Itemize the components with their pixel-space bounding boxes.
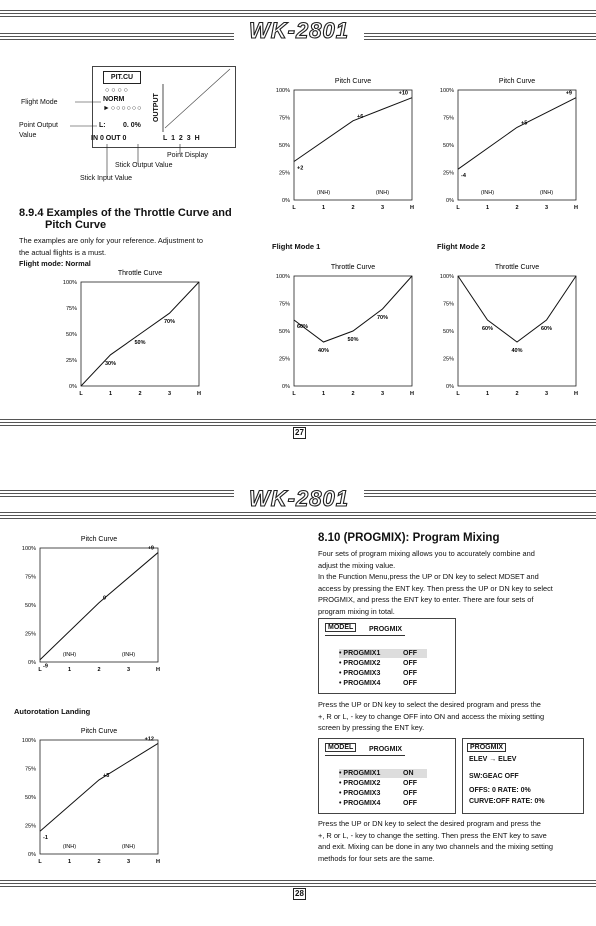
x-tick-label: 1: [321, 205, 326, 211]
label-point-output: Point Output: [19, 122, 58, 129]
y-tick-label: 0%: [446, 384, 454, 390]
data-label: +10: [398, 90, 408, 97]
x-tick-label: H: [574, 391, 578, 397]
progmix-row-name[interactable]: • PROGMIX4: [339, 680, 381, 687]
x-tick-label: 2: [515, 205, 519, 211]
flight-mode2-label: Flight Mode 2: [437, 242, 486, 251]
y-tick-label: 100%: [21, 738, 36, 744]
progmix-row-state: OFF: [403, 650, 417, 657]
lcd-bottom: IN 0 OUT 0: [91, 135, 127, 142]
plot-frame: [40, 545, 158, 662]
x-tick-label: L: [292, 391, 296, 397]
para-line: program mixing in total.: [318, 606, 395, 616]
y-tick-label: 75%: [442, 301, 454, 308]
x-tick-label: 1: [67, 667, 72, 673]
pitch-curve-chart-3: [14, 530, 164, 676]
y-tick-label: 25%: [24, 631, 36, 638]
data-label: 40%: [511, 348, 523, 354]
chart-title: Pitch Curve: [498, 78, 536, 85]
y-tick-label: 100%: [439, 88, 454, 94]
progmix-row-name[interactable]: • PROGMIX2: [339, 660, 381, 667]
x-tick-label: L: [79, 391, 83, 397]
inh-label: (INH): [316, 190, 331, 196]
lcd-norm: NORM: [103, 96, 125, 103]
x-tick-label: 3: [167, 391, 172, 397]
y-tick-label: 75%: [24, 574, 36, 581]
data-label: 70%: [163, 319, 176, 326]
x-tick-label: 3: [126, 667, 131, 673]
x-tick-label: 1: [485, 391, 490, 397]
progmix-row-name[interactable]: • PROGMIX1: [339, 770, 381, 777]
progmix-row-name[interactable]: • PROGMIX1: [339, 650, 381, 657]
data-label: +5: [103, 772, 110, 779]
y-tick-label: 50%: [24, 795, 36, 801]
y-tick-label: 25%: [65, 358, 77, 364]
header-rule: [0, 512, 596, 521]
curve-line: [40, 743, 158, 831]
data-label: 30%: [104, 360, 117, 367]
data-label: +2: [297, 165, 304, 172]
chart-title: Throttle Curve: [494, 264, 540, 271]
y-tick-label: 75%: [278, 115, 290, 122]
section-810-para3: [318, 818, 590, 864]
para-line: In the Function Menu,press the UP or DN key to select MDSET and: [318, 572, 539, 581]
progmix-row-state: OFF: [403, 790, 417, 797]
progmix-row-state: OFF: [403, 660, 417, 667]
lcd-title: PIT.CU: [103, 71, 141, 84]
data-label: 60%: [297, 324, 309, 330]
para-line: adjust the mixing value.: [318, 560, 396, 570]
progmix-menu-1: [318, 618, 456, 694]
chart-title: Throttle Curve: [330, 264, 376, 271]
tab-progmix: PROGMIX: [369, 626, 403, 633]
plot-frame: [294, 90, 412, 200]
y-tick-label: 25%: [24, 823, 36, 830]
y-tick-label: 50%: [278, 329, 290, 335]
x-tick-label: H: [574, 205, 578, 211]
lcd-output-label: OUTPUT: [153, 93, 160, 122]
x-tick-label: H: [410, 391, 414, 397]
data-label: -1: [43, 835, 48, 842]
x-tick-label: H: [197, 391, 201, 397]
para-line: and exit. Mixing can be done in any two channels and the mixing setting: [318, 842, 554, 851]
progmix-setting-screen: [462, 738, 584, 814]
para-line: screen by pressing the ENT key.: [318, 723, 425, 732]
data-label: +9: [147, 545, 154, 552]
data-label: 60%: [481, 326, 494, 332]
para-line: Press the UP or DN key to select the desired program and press the: [318, 819, 541, 828]
x-tick-label: H: [156, 667, 160, 673]
tab-progmix: PROGMIX: [467, 743, 506, 752]
x-tick-label: 1: [321, 391, 326, 397]
y-tick-label: 0%: [446, 198, 454, 204]
throttle-curve-chart-3: [432, 258, 582, 400]
page-number: 27: [293, 427, 306, 439]
plot-frame: [458, 276, 576, 386]
lcd-dots: ○○○○: [105, 87, 130, 94]
data-label: 70%: [376, 315, 389, 321]
progmix-row-state: OFF: [403, 680, 417, 687]
para-line: Press the UP or DN key to select the desired program and press the: [318, 700, 541, 709]
progmix-row-name[interactable]: • PROGMIX3: [339, 790, 381, 797]
y-tick-label: 50%: [24, 603, 36, 609]
label-flight-mode: Flight Mode: [21, 99, 58, 106]
mix-line-3: OFFS: 0 RATE: 0%: [469, 787, 531, 794]
throttle-curve-chart-1: [55, 264, 205, 400]
y-tick-label: 75%: [24, 766, 36, 773]
tab-underline: [325, 755, 405, 756]
x-tick-label: 1: [67, 859, 72, 865]
tab-model: MODEL: [325, 623, 356, 632]
x-tick-label: 2: [351, 205, 355, 211]
data-label: +5: [521, 120, 528, 127]
data-label: 50%: [347, 337, 359, 343]
page-banner: WK-2801: [234, 19, 364, 43]
data-label: +6: [357, 113, 364, 120]
y-tick-label: 0%: [69, 384, 77, 390]
y-tick-label: 0%: [28, 852, 36, 858]
y-tick-label: 75%: [65, 306, 77, 312]
x-tick-label: 2: [97, 667, 101, 673]
inh-label: (INH): [480, 190, 495, 196]
label-point-display: Point Display: [167, 152, 208, 159]
lcd-point: L:: [99, 122, 106, 129]
tab-progmix: PROGMIX: [369, 746, 403, 753]
curve-line: [458, 98, 576, 170]
x-tick-label: 2: [97, 859, 101, 865]
y-tick-label: 25%: [442, 170, 454, 177]
data-label: 50%: [134, 340, 146, 346]
y-tick-label: 100%: [21, 546, 36, 552]
x-tick-label: L: [456, 391, 460, 397]
para-line: +, R or L, - key to change OFF into ON and access the mixing setting: [318, 711, 545, 721]
y-tick-label: 25%: [278, 170, 290, 177]
y-tick-label: 100%: [62, 280, 77, 286]
data-label: +9: [565, 90, 572, 97]
label-value: Value: [19, 132, 37, 139]
lcd-diagram: [15, 64, 240, 189]
label-stick-output: Stick Output Value: [115, 162, 173, 169]
pitch-curve-chart-1: [268, 72, 418, 214]
progmix-row-state: OFF: [403, 780, 417, 787]
pitch-curve-chart-2: [432, 72, 582, 214]
section-810-para1: [318, 548, 590, 617]
data-label: -9: [43, 663, 48, 670]
mix-line-4: CURVE:OFF RATE: 0%: [469, 798, 545, 805]
x-tick-label: 1: [485, 205, 490, 211]
chart-title: Pitch Curve: [80, 728, 118, 735]
section-810-para2: [318, 699, 590, 734]
data-label: +12: [144, 736, 154, 743]
progmix-row-state: ON: [403, 770, 414, 777]
progmix-row-name[interactable]: • PROGMIX3: [339, 670, 381, 677]
x-tick-label: 1: [108, 391, 113, 397]
page-number: 28: [293, 888, 306, 900]
x-tick-label: 2: [351, 391, 355, 397]
y-tick-label: 0%: [282, 198, 290, 204]
section-810-title: 8.10 (PROGMIX): Program Mixing: [318, 532, 500, 544]
y-tick-label: 75%: [442, 115, 454, 122]
data-label: -4: [461, 173, 466, 180]
lcd-point-value: 0. 0%: [123, 122, 141, 129]
x-tick-label: 2: [138, 391, 142, 397]
autorotation-label: Autorotation Landing: [14, 707, 91, 716]
x-tick-label: H: [156, 859, 160, 865]
y-tick-label: 50%: [278, 143, 290, 149]
para-line: Four sets of program mixing allows you to accurately combine and: [318, 549, 535, 558]
x-tick-label: L: [38, 667, 42, 673]
y-tick-label: 100%: [275, 274, 290, 280]
x-tick-label: 3: [126, 859, 131, 865]
y-tick-label: 50%: [442, 143, 454, 149]
tab-underline: [325, 635, 405, 636]
curve-line: [294, 98, 412, 162]
inh-label: (INH): [121, 652, 136, 658]
data-label: 0: [103, 595, 107, 602]
para-line: PROGMIX, and press the ENT key to enter. There are four sets of: [318, 595, 534, 604]
progmix-row-name[interactable]: • PROGMIX4: [339, 800, 381, 807]
y-tick-label: 25%: [442, 356, 454, 363]
para-line: +, R or L, - key to change the setting. Then press the ENT key to save: [318, 830, 547, 840]
inh-label: (INH): [375, 190, 390, 196]
mix-line-1: ELEV → ELEV: [469, 756, 517, 763]
throttle-curve-chart-2: [268, 258, 418, 400]
curve-line: [81, 282, 199, 386]
chart-title: Throttle Curve: [117, 270, 163, 277]
x-tick-label: 2: [515, 391, 519, 397]
x-tick-label: 3: [544, 391, 549, 397]
x-tick-label: L: [38, 859, 42, 865]
inh-label: (INH): [539, 190, 554, 196]
inh-label: (INH): [62, 652, 77, 658]
curve-line: [458, 276, 576, 342]
y-tick-label: 100%: [275, 88, 290, 94]
lcd-dots: ►○○○○○○: [103, 105, 143, 112]
x-tick-label: 3: [544, 205, 549, 211]
progmix-row-name[interactable]: • PROGMIX2: [339, 780, 381, 787]
data-label: 40%: [317, 348, 330, 354]
page-banner: WK-2801: [234, 487, 364, 511]
pitch-curve-chart-4: [14, 722, 164, 868]
progmix-row-state: OFF: [403, 670, 417, 677]
section-894-text: The examples are only for your reference. Adjustment to the actual flights is a must. Flight mode: Normal: [19, 236, 204, 268]
y-tick-label: 25%: [278, 356, 290, 363]
y-tick-label: 100%: [439, 274, 454, 280]
y-tick-label: 0%: [28, 660, 36, 666]
x-tick-label: H: [410, 205, 414, 211]
section-894-title-2: Pitch Curve: [45, 219, 107, 231]
data-label: 60%: [540, 326, 553, 332]
y-tick-label: 0%: [282, 384, 290, 390]
para-line: methods for four sets are the same.: [318, 853, 435, 863]
x-tick-label: L: [456, 205, 460, 211]
y-tick-label: 75%: [278, 301, 290, 308]
inh-label: (INH): [121, 844, 136, 850]
inh-label: (INH): [62, 844, 77, 850]
tab-model: MODEL: [325, 743, 356, 752]
y-tick-label: 50%: [65, 332, 77, 338]
plot-frame: [40, 740, 158, 854]
x-tick-label: 3: [380, 391, 385, 397]
curve-line: [40, 553, 158, 660]
progmix-menu-2: [318, 738, 456, 814]
y-tick-label: 50%: [442, 329, 454, 335]
chart-title: Pitch Curve: [80, 536, 118, 543]
chart-title: Pitch Curve: [334, 78, 372, 85]
para-line: access by pressing the ENT key. Then press the UP or DN key to select: [318, 583, 553, 593]
flight-mode1-label: Flight Mode 1: [272, 242, 321, 251]
label-stick-input: Stick Input Value: [80, 175, 133, 182]
x-tick-label: 3: [380, 205, 385, 211]
x-tick-label: L: [292, 205, 296, 211]
progmix-row-state: OFF: [403, 800, 417, 807]
curve-line: [294, 276, 412, 342]
mix-line-2: SW:GEAC OFF: [469, 773, 519, 780]
lcd-axis: L 1 2 3 H: [163, 135, 200, 142]
section-894-title: 8.9.4 Examples of the Throttle Curve and: [19, 207, 232, 219]
